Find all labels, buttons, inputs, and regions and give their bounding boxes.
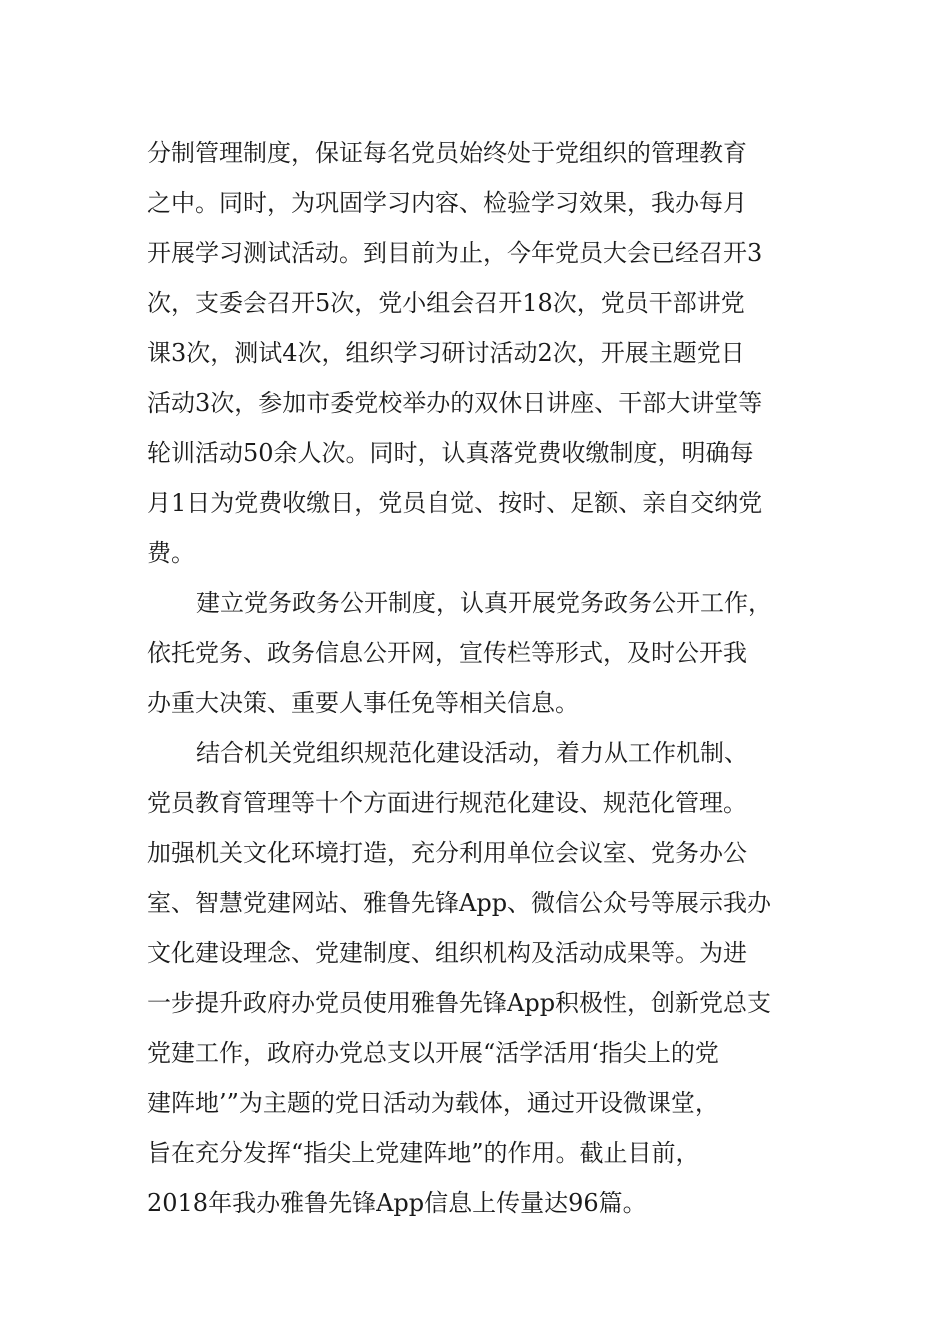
text-line: 次，支委会召开5次，党小组会召开18次，党员干部讲党 <box>147 289 745 317</box>
text-line: 分制管理制度，保证每名党员始终处于党组织的管理教育 <box>147 139 747 167</box>
text-line: 2018年我办雅鲁先锋App信息上传量达96篇。 <box>147 1189 647 1217</box>
text-line: 费。 <box>147 539 195 567</box>
text-line: 加强机关文化环境打造，充分利用单位会议室、党务办公 <box>147 839 747 867</box>
text-line: 文化建设理念、党建制度、组织机构及活动成果等。为进 <box>147 939 747 967</box>
text-line: 开展学习测试活动。到目前为止，今年党员大会已经召开3 <box>147 239 763 267</box>
text-line: 之中。同时，为巩固学习内容、检验学习效果，我办每月 <box>147 189 747 217</box>
text-line: 一步提升政府办党员使用雅鲁先锋App积极性，创新党总支 <box>147 989 772 1017</box>
text-line: 课3次，测试4次，组织学习研讨活动2次，开展主题党日 <box>147 339 745 367</box>
text-line: 月1日为党费收缴日，党员自觉、按时、足额、亲自交纳党 <box>147 489 763 517</box>
text-line: 旨在充分发挥“指尖上党建阵地”的作用。截止目前， <box>147 1139 700 1167</box>
text-line: 办重大决策、重要人事任免等相关信息。 <box>147 689 579 717</box>
text-line: 党员教育管理等十个方面进行规范化建设、规范化管理。 <box>147 789 747 817</box>
text-line: 建阵地’”为主题的党日活动为载体，通过开设微课堂， <box>147 1089 719 1117</box>
text-line: 依托党务、政务信息公开网，宣传栏等形式，及时公开我 <box>147 639 747 667</box>
text-line: 活动3次，参加市委党校举办的双休日讲座、干部大讲堂等 <box>147 389 763 417</box>
text-line: 室、智慧党建网站、雅鲁先锋App、微信公众号等展示我办 <box>147 889 772 917</box>
paragraph-start-line: 结合机关党组织规范化建设活动，着力从工作机制、 <box>196 739 748 767</box>
text-line: 党建工作，政府办党总支以开展“活学活用‘指尖上的党 <box>147 1039 719 1067</box>
paragraph-start-line: 建立党务政务公开制度，认真开展党务政务公开工作， <box>196 589 772 617</box>
text-line: 轮训活动50余人次。同时，认真落党费收缴制度，明确每 <box>147 439 754 467</box>
